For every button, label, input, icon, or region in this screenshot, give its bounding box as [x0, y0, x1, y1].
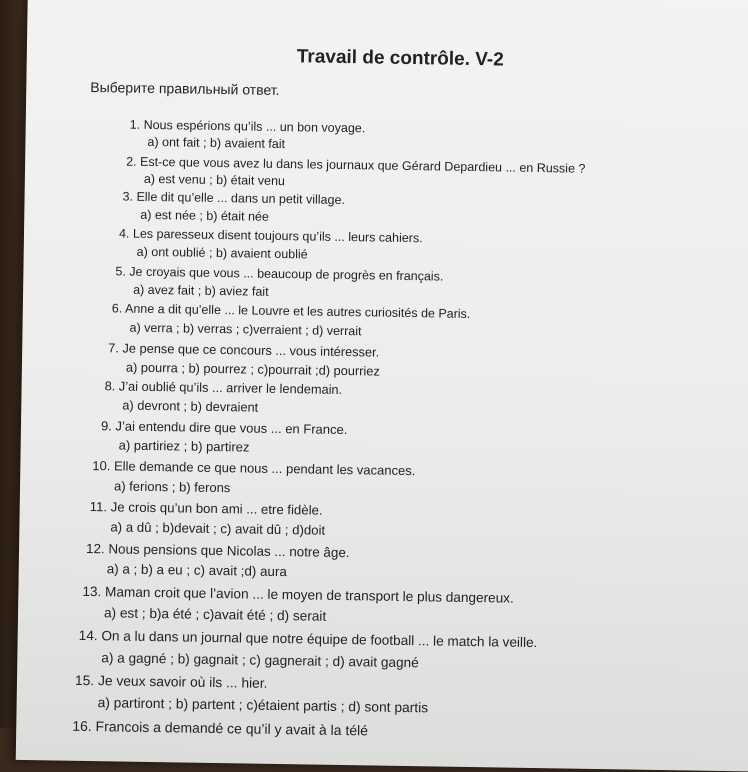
answers-9: a) partiriez ; b) partirez: [118, 437, 250, 455]
question-15: 15. Je veux savoir où ils ... hier.: [74, 672, 268, 691]
question-5: 5. Je croyais que vous ... beaucoup de progrès en français.: [115, 264, 444, 284]
question-11: 11. Je crois qu’un bon ami ... etre fidèle.: [89, 499, 323, 518]
instruction-text: Выберите правильный ответ.: [90, 78, 280, 98]
question-10: 10. Elle demande ce que nous ... pendant les vacances.: [92, 458, 416, 479]
answers-13: a) est ; b)a été ; c)avait été ; d) serait: [103, 605, 327, 624]
answers-7: a) pourra ; b) pourrez ; c)pourrait ;d) pourriez: [125, 359, 380, 379]
answers-8: a) devront ; b) devraient: [122, 397, 259, 415]
question-2: 2. Est-ce que vous avez lu dans les journaux que Gérard Depardieu ... en Russie ?: [126, 154, 586, 176]
answers-15: a) partiront ; b) partent ; c)étaient partis ; d) sont partis: [97, 695, 429, 716]
question-14: 14. On a lu dans un journal que notre équipe de football ... le match la veille.: [78, 627, 538, 651]
answers-4: a) ont oublié ; b) avaient oublié: [136, 244, 308, 262]
question-6: 6. Anne a dit qu’elle ... le Louvre et les autres curiosités de Paris.: [111, 301, 471, 321]
answers-1: a) ont fait ; b) avaient fait: [147, 134, 286, 152]
answers-14: a) a gagné ; b) gagnait ; c) gagnerait ; d) avait gagné: [101, 650, 419, 671]
answers-12: a) a ; b) a eu ; c) avait ;d) aura: [106, 561, 287, 580]
worksheet-page: [16, 0, 748, 772]
question-9: 9. J’ai entendu dire que vous ... en France.: [100, 418, 348, 438]
answers-2: a) est venu ; b) était venu: [143, 171, 286, 189]
question-3: 3. Elle dit qu’elle ... dans un petit village.: [122, 189, 346, 208]
answers-5: a) avez fait ; b) aviez fait: [133, 282, 269, 299]
question-13: 13. Maman croit que l’avion ... le moyen de transport le plus dangereux.: [82, 583, 514, 606]
answers-6: a) verra ; b) verras ; c)verraient ; d) verrait: [129, 320, 362, 339]
question-16: 16. Francois a demandé ce qu’il y avait à la télé: [72, 717, 369, 739]
question-4: 4. Les paresseux disent toujours qu’ils ... leurs cahiers.: [118, 226, 423, 246]
question-12: 12. Nous pensions que Nicolas ... notre âge.: [85, 540, 350, 561]
question-8: 8. J’ai oublié qu’ils ... arriver le lendemain.: [104, 378, 343, 397]
answers-10: a) ferions ; b) ferons: [113, 478, 231, 496]
question-7: 7. Je pense que ce concours ... vous intéresser.: [108, 340, 380, 360]
answers-3: a) est née ; b) était née: [140, 207, 269, 224]
answers-11: a) a dû ; b)devait ; c) avait dû ; d)doit: [110, 519, 326, 538]
page-title: Travail de contrôle. V-2: [296, 46, 504, 71]
question-1: 1. Nous espérions qu’ils ... un bon voyage.: [129, 117, 366, 136]
